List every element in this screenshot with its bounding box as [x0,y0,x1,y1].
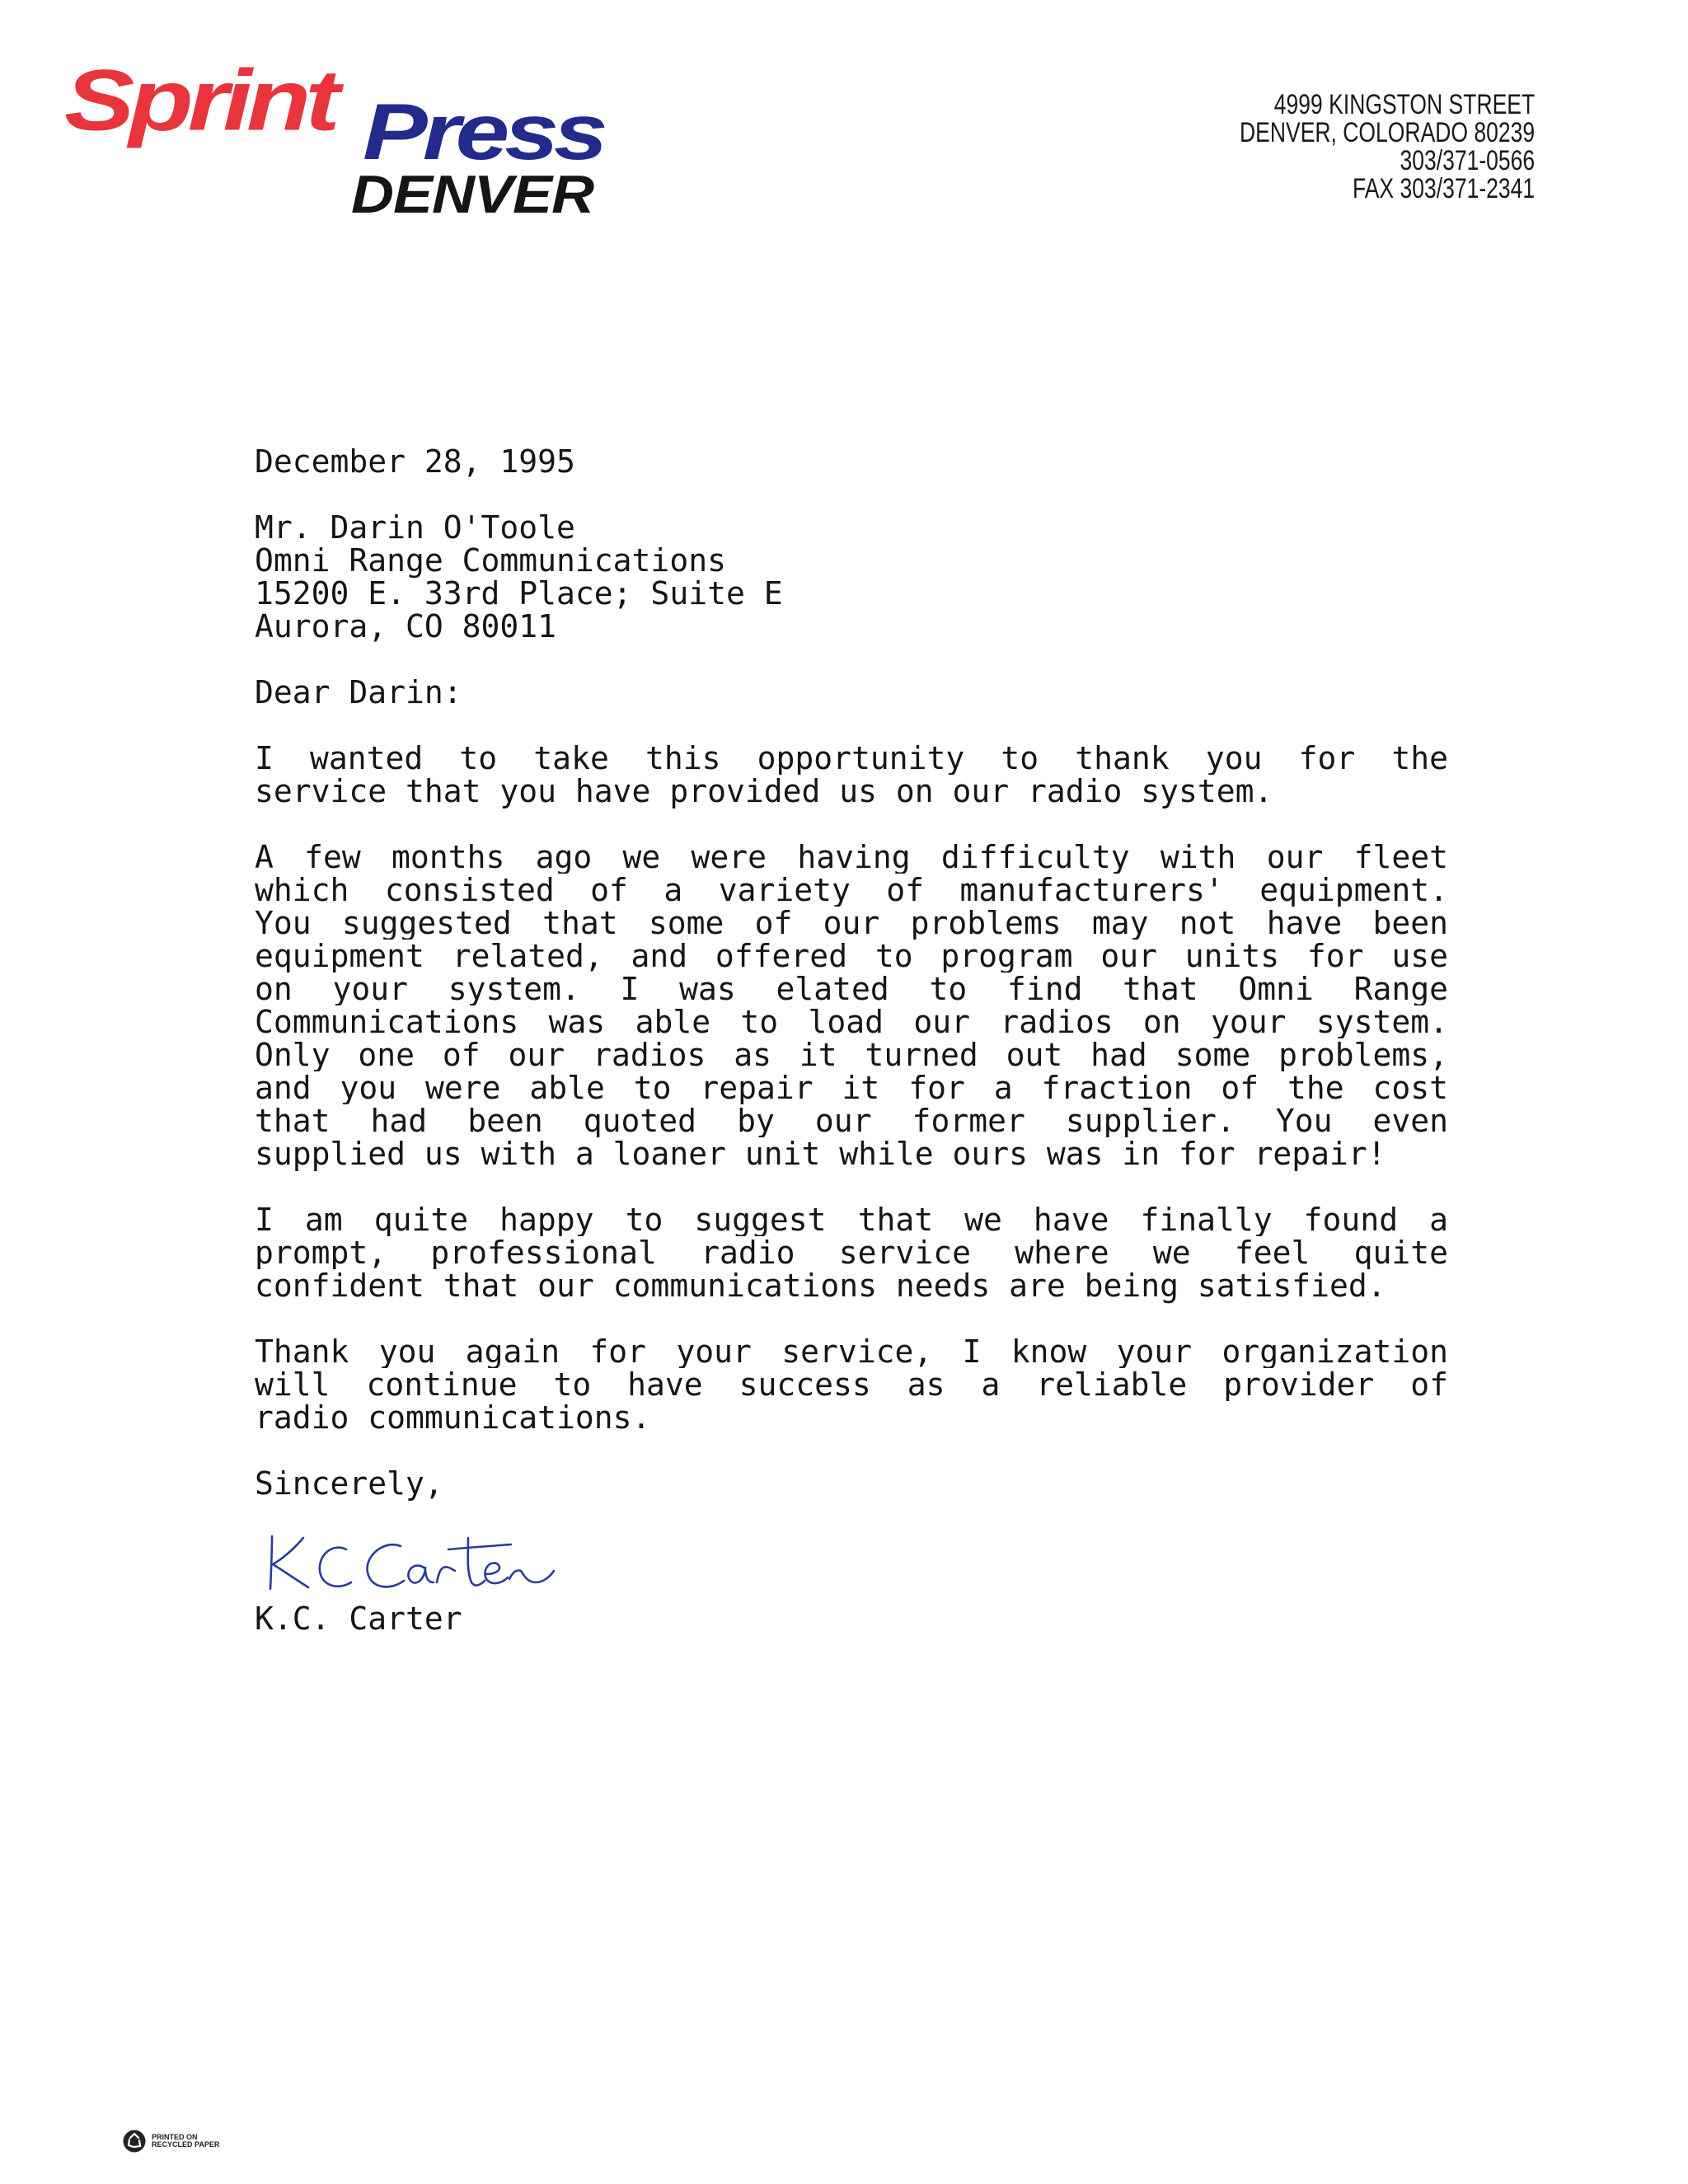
closing: Sincerely, [255,1465,443,1502]
letter-body [255,445,1448,1500]
recipient-city: Aurora, CO 80011 [255,608,557,644]
recipient-address [255,511,1448,643]
paragraph-line: confident that our communications needs are being satisfied. [255,1268,1386,1304]
company-city: DENVER, COLORADO 80239 [1239,117,1535,148]
paragraph-line: Only one of our radios as it turned out had some problems, [255,1038,1448,1071]
paragraph-line: A few months ago we were having difficulty with our fleet [255,841,1448,874]
paragraph-line: will continue to have success as a reliable provider of [255,1368,1448,1401]
company-address [1156,91,1535,203]
signer-name: K.C. Carter [255,1601,462,1637]
company-logo [64,52,658,231]
recipient-company: Omni Range Communications [255,542,726,579]
paragraph-line: equipment related, and offered to program our units for use [255,940,1448,972]
paragraph-line: I am quite happy to suggest that we have finally found a [255,1203,1448,1236]
company-street: 4999 KINGSTON STREET [1273,89,1535,120]
letter-paragraphs [255,742,1448,1467]
paragraph-line: You suggested that some of our problems may not have been [255,907,1448,940]
paragraph-line: service that you have provided us on our radio system. [255,773,1273,809]
recipient-street: 15200 E. 33rd Place; Suite E [255,575,783,612]
paragraph-line: which consisted of a variety of manufacturers' equipment. [255,874,1448,907]
recycle-icon [122,2129,147,2154]
logo-sprint-text: Sprint [64,52,335,149]
recycled-paper-mark [122,2126,219,2156]
logo-city-text: DENVER [351,165,594,225]
letter-paragraph [255,841,1448,1170]
paragraph-line: on your system. I was elated to find that Omni Range [255,972,1448,1005]
paragraph-line: Communications was able to load our radios on your system. [255,1005,1448,1038]
paragraph-line: supplied us with a loaner unit while ours was in for repair! [255,1136,1386,1172]
paragraph-line: that had been quoted by our former supplier. You even [255,1104,1448,1137]
paragraph-line: prompt, professional radio service where we feel quite [255,1236,1448,1269]
letter-paragraph [255,742,1448,808]
letter-date: December 28, 1995 [255,443,575,480]
recycled-line-1: PRINTED ON [152,2133,198,2141]
letter-paragraph [255,1335,1448,1434]
company-fax: FAX 303/371-2341 [1352,173,1535,204]
paragraph-line: I wanted to take this opportunity to thank you for the [255,742,1448,775]
salutation: Dear Darin: [255,674,462,710]
recycled-line-2: RECYCLED PAPER [152,2140,220,2149]
handwritten-signature [262,1525,559,1599]
letter-paragraph [255,1203,1448,1302]
paragraph-line: and you were able to repair it for a fraction of the cost [255,1071,1448,1104]
signature-script: KC Carter [262,1525,266,1526]
logo-press-text: Press [363,87,603,177]
paragraph-line: radio communications. [255,1399,651,1436]
recipient-name: Mr. Darin O'Toole [255,509,575,546]
company-phone: 303/371-0566 [1400,145,1535,176]
paragraph-line: Thank you again for your service, I know your organization [255,1335,1448,1368]
